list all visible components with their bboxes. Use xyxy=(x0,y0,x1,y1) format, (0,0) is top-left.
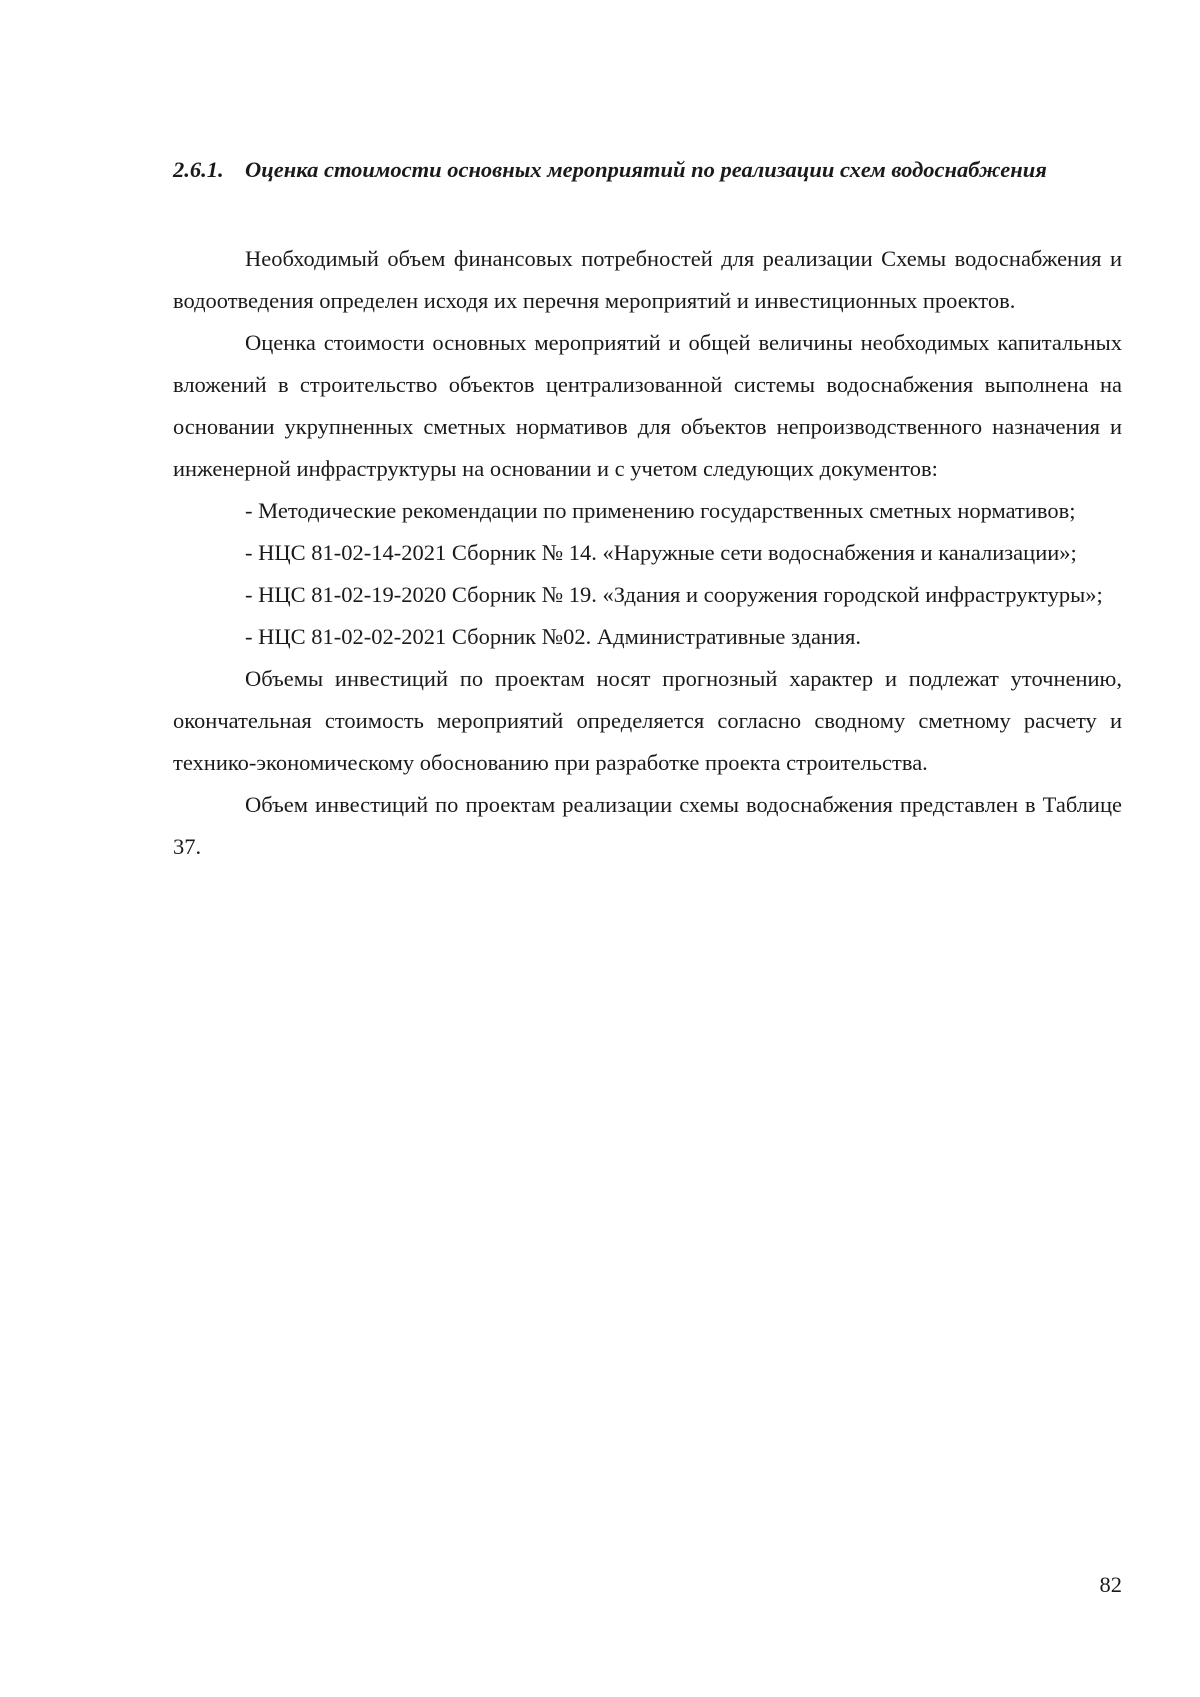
list-item: - НЦС 81-02-02-2021 Сборник №02. Административные здания. xyxy=(245,624,861,649)
list-item: - НЦС 81-02-14-2021 Сборник № 14. «Наружные сети водоснабжения и канализации»; xyxy=(245,540,1077,565)
section-number: 2.6.1. xyxy=(173,157,224,182)
paragraph: Необходимый объем финансовых потребностей для реализации Схемы водоснабжения и водоотведения определен исходя их перечня мероприятий и инвестиционных проектов. xyxy=(173,246,1122,313)
section-heading xyxy=(173,156,1133,184)
paragraph: Оценка стоимости основных мероприятий и общей величины необходимых капитальных вложений в строительство объектов централизованной системы водоснабжения выполнена на основании укрупненных сметных нормативов для объектов непроизводственного назначения и инженерной инфраструктуры на основании и с учетом следующих документов: xyxy=(173,330,1122,481)
list-item: - Методические рекомендации по применению государственных сметных нормативов; xyxy=(245,498,1076,523)
paragraph: Объем инвестиций по проектам реализации схемы водоснабжения представлен в Таблице 37. xyxy=(173,792,1122,859)
paragraph: Объемы инвестиций по проектам носят прогнозный характер и подлежат уточнению, окончательная стоимость мероприятий определяется согласно сводному сметному расчету и технико-экономическому обоснованию при разработке проекта строительства. xyxy=(173,666,1122,775)
section-title: Оценка стоимости основных мероприятий по реализации схем водоснабжения xyxy=(245,157,1047,182)
page-number: 82 xyxy=(1099,1572,1122,1597)
body-text xyxy=(173,238,1122,868)
list-item: - НЦС 81-02-19-2020 Сборник № 19. «Здания и сооружения городской инфраструктуры»; xyxy=(245,582,1103,607)
